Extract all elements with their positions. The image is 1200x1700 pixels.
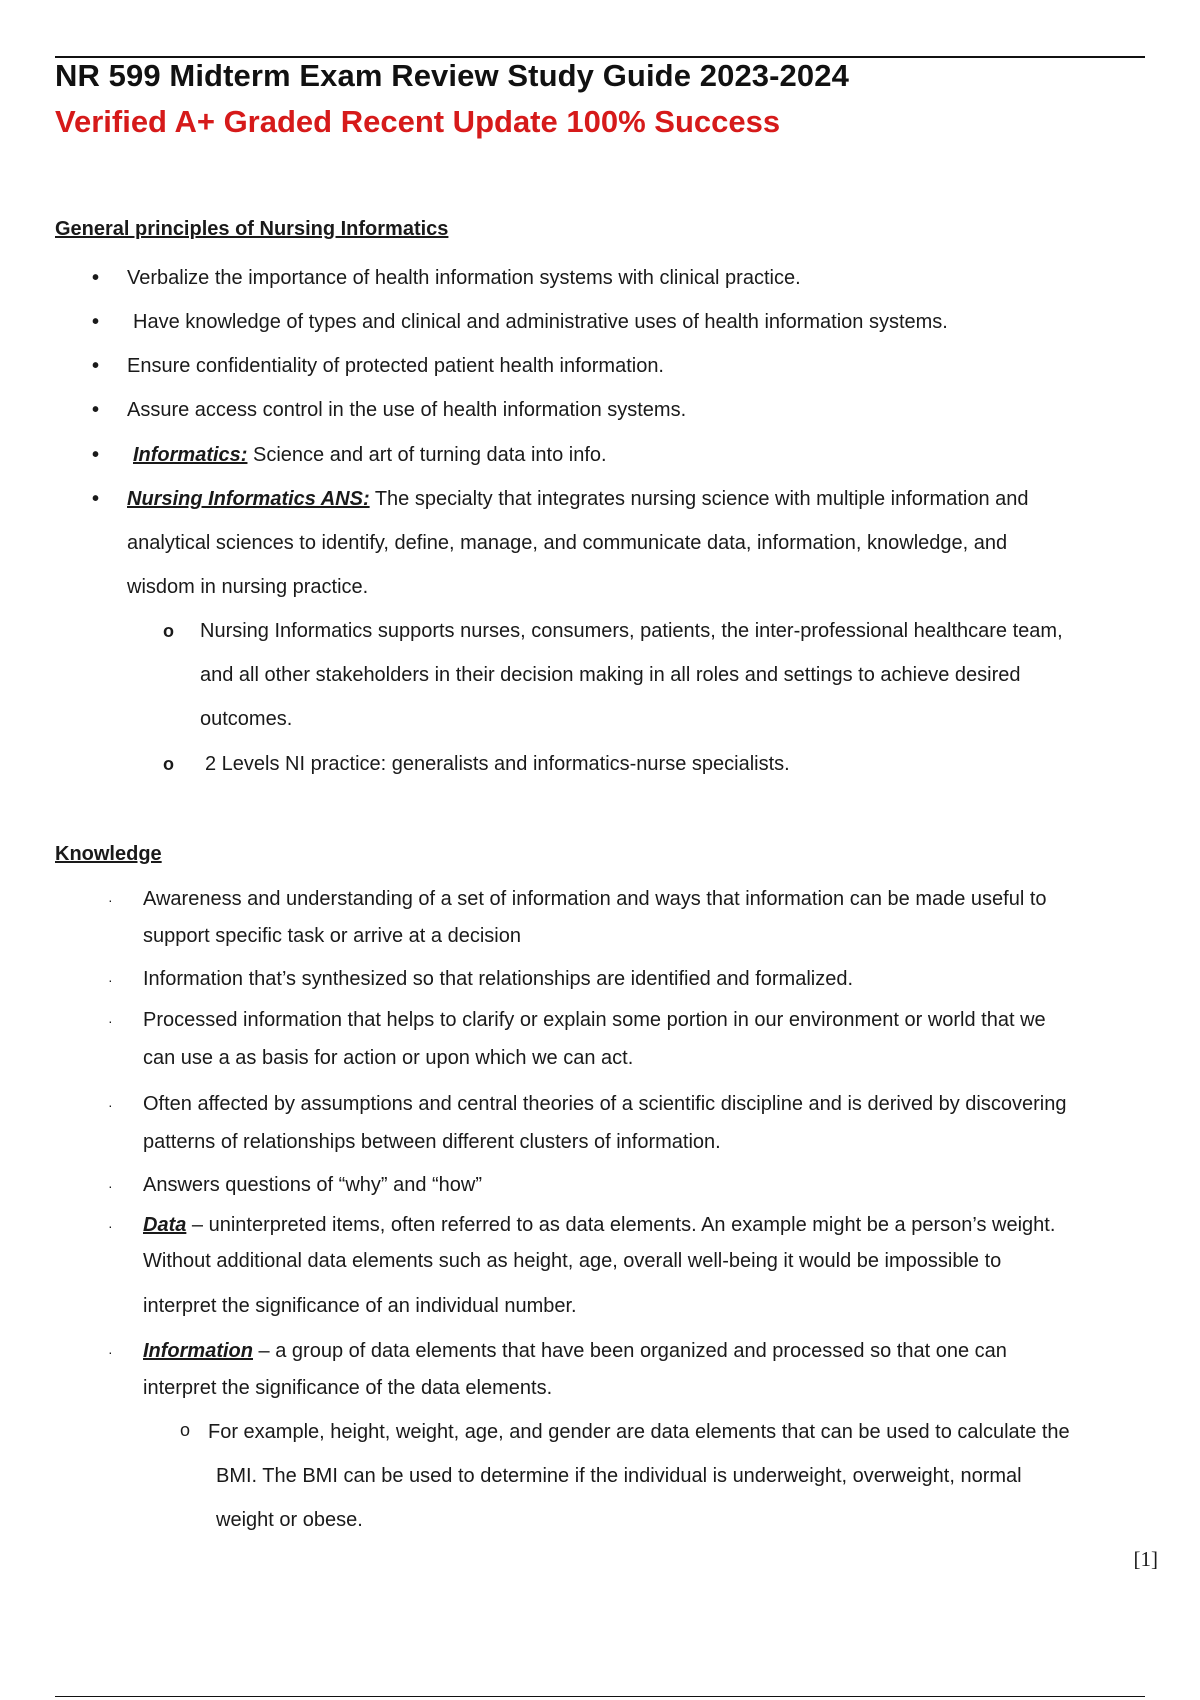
footnote-reference: [1] xyxy=(1133,1547,1158,1571)
circle-bullet-icon: o xyxy=(163,754,174,774)
bullet-icon: · xyxy=(108,892,113,908)
term-nursing-informatics: Nursing Informatics ANS: xyxy=(127,488,370,510)
term-information: Information xyxy=(143,1340,253,1362)
bullet-icon: · xyxy=(108,1097,113,1113)
bullet-icon: · xyxy=(108,1013,113,1029)
bullet-icon: • xyxy=(92,311,100,333)
circle-bullet-icon: o xyxy=(163,621,174,641)
bullet-icon: • xyxy=(92,444,100,466)
term-data: Data xyxy=(143,1214,187,1236)
section-heading-knowledge: Knowledge xyxy=(55,843,162,865)
bullet-icon: • xyxy=(92,267,100,289)
page-title: NR 599 Midterm Exam Review Study Guide 2023-2024 xyxy=(55,58,849,93)
bullet-icon: · xyxy=(108,972,113,988)
bullet-icon: • xyxy=(92,488,100,510)
bullet-icon: • xyxy=(92,355,100,377)
bullet-icon: • xyxy=(92,399,100,421)
bullet-icon: · xyxy=(108,1178,113,1194)
term-informatics: Informatics: xyxy=(133,444,248,466)
bullet-icon: · xyxy=(108,1344,113,1360)
bullet-icon: · xyxy=(108,1218,113,1234)
section-heading-principles: General principles of Nursing Informatics xyxy=(55,218,449,240)
page-subtitle: Verified A+ Graded Recent Update 100% Success xyxy=(55,104,781,139)
bottom-rule xyxy=(55,1696,1145,1697)
circle-bullet-icon: o xyxy=(180,1420,191,1440)
